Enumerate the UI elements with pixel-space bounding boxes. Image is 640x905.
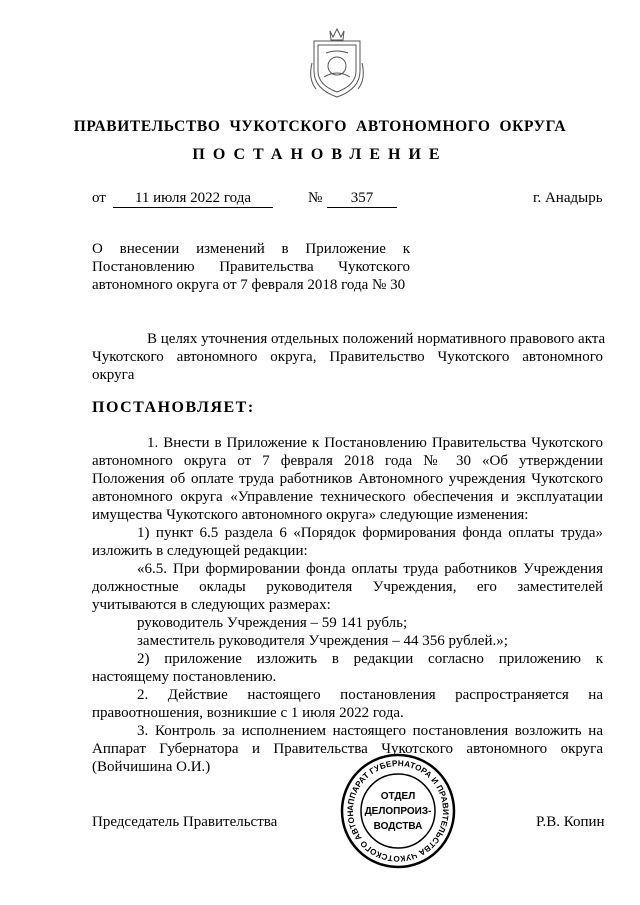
office-stamp — [340, 753, 456, 869]
signatory-position: Председатель Правительства — [92, 814, 278, 830]
preamble-paragraph: В целях уточнения отдельных положений нормативного правового акта Чукотского автономного округа, Правительство Чукотского автономного округа — [92, 331, 606, 383]
number-label: № — [308, 190, 323, 206]
subject-line: Постановлению Правительства Чукотского — [92, 259, 410, 275]
signatory-name: Р.В. Копин — [536, 814, 605, 830]
item-paragraph: 1) пункт 6.5 раздела 6 «Порядок формирования фонда оплаты труда» изложить в следующей редакции: — [92, 525, 603, 559]
stamp-center-line: ДЕЛОПРОИЗ- — [364, 806, 432, 817]
subject-line: О внесении изменений в Приложение к — [92, 241, 410, 257]
item-paragraph: заместитель руководителя Учреждения – 44 356 рублей.»; — [137, 633, 508, 649]
city: г. Анадырь — [533, 190, 603, 206]
document-subject — [92, 240, 410, 294]
item-paragraph: 3. Контроль за исполнением настоящего постановления возложить на Аппарат Губернатора и Правительства Чукотского автономного округа (Войчишина О.И.) — [92, 723, 603, 775]
item-paragraph: 1. Внести в Приложение к Постановлению Правительства Чукотского автономного округа от 7 февраля 2018 года № 30 «Об утверждении Положения об оплате труда работников Автономного учреждения Чукотского автономного округа «Управление технического обеспечения и эксплуатации имущества Чукотского автономного округа» следующие изменения: — [92, 435, 603, 523]
document-date: 11 июля 2022 года — [134, 190, 252, 206]
stamp-ring-text: АППАРАТ ГУБЕРНАТОРА И ПРАВИТЕЛЬСТВА ЧУКОТСКОГО АВТОН — [345, 758, 451, 864]
item-paragraph: руководитель Учреждения – 59 141 рубль; — [137, 615, 408, 631]
subject-line: автономного округа от 7 февраля 2018 года № 30 — [92, 277, 406, 293]
document-type-heading: ПОСТАНОВЛЕНИЕ — [192, 146, 448, 163]
coat-of-arms-emblem — [302, 23, 372, 103]
stamp-center-line: ОТДЕЛ — [380, 791, 416, 802]
stamp-center-line: ВОДСТВА — [373, 821, 423, 832]
resolves-heading: ПОСТАНОВЛЯЕТ: — [92, 399, 255, 416]
item-paragraph: 2) приложение изложить в редакции согласно приложению к настоящему постановлению. — [92, 651, 603, 685]
government-title: ПРАВИТЕЛЬСТВО ЧУКОТСКОГО АВТОНОМНОГО ОКРУГА — [73, 118, 567, 135]
item-paragraph: «6.5. При формировании фонда оплаты труда работников Учреждения должностные оклады руководителя Учреждения, его заместителей учитываются в следующих размерах: — [92, 561, 603, 613]
document-number: 357 — [350, 190, 374, 206]
from-label: от — [92, 190, 106, 206]
item-paragraph: 2. Действие настоящего постановления распространяется на правоотношения, возникшие с 1 июля 2022 года. — [92, 687, 603, 721]
